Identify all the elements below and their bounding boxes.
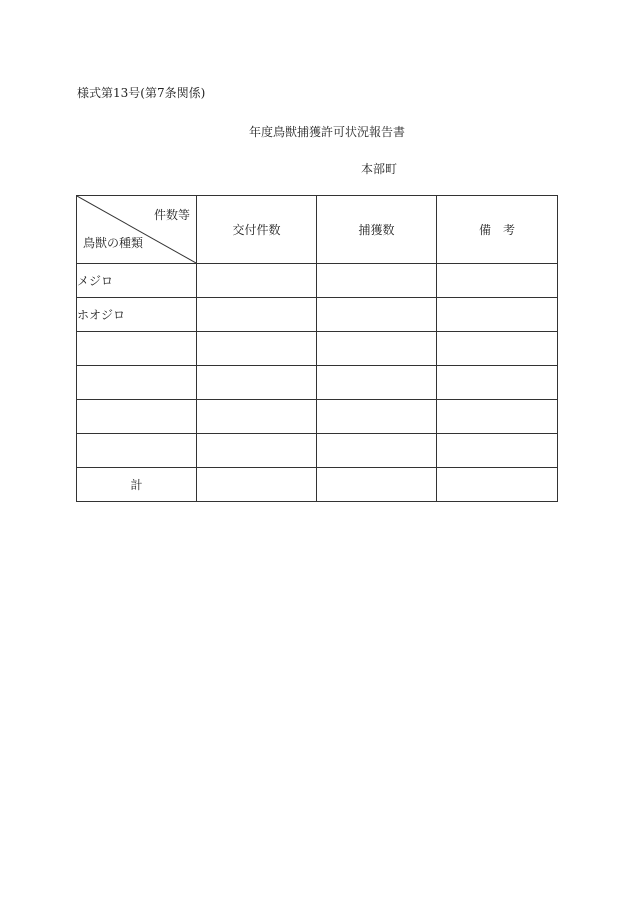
column-header-issued: 交付件数	[197, 196, 317, 264]
column-header-remarks: 備 考	[437, 196, 558, 264]
captured-cell	[317, 332, 437, 366]
table-row	[77, 298, 558, 332]
total-captured-cell	[317, 468, 437, 502]
remarks-cell	[437, 332, 558, 366]
remarks-cell	[437, 264, 558, 298]
table-row	[77, 366, 558, 400]
captured-cell	[317, 366, 437, 400]
report-table	[76, 195, 558, 502]
table-row	[77, 400, 558, 434]
total-row	[77, 468, 558, 502]
total-remarks-cell	[437, 468, 558, 502]
table-row	[77, 264, 558, 298]
total-label: 計	[77, 468, 197, 502]
issued-cell	[197, 366, 317, 400]
total-issued-cell	[197, 468, 317, 502]
issued-cell	[197, 264, 317, 298]
diagonal-header-cell	[77, 196, 197, 264]
remarks-cell	[437, 366, 558, 400]
document-title	[0, 123, 630, 140]
species-cell	[77, 434, 197, 468]
species-cell: メジロ	[77, 264, 197, 298]
form-number: 様式第13号(第7条関係)	[77, 86, 206, 100]
diagonal-header-bottom: 鳥獣の種類	[83, 236, 144, 250]
species-cell	[77, 366, 197, 400]
species-cell	[77, 400, 197, 434]
table-header-row	[77, 196, 558, 264]
captured-cell	[317, 264, 437, 298]
remarks-cell	[437, 434, 558, 468]
issuer-name: 本部町	[361, 162, 398, 176]
issued-cell	[197, 434, 317, 468]
captured-cell	[317, 434, 437, 468]
species-cell	[77, 332, 197, 366]
diagonal-header-top: 件数等	[153, 208, 190, 222]
species-cell: ホオジロ	[77, 298, 197, 332]
issued-cell	[197, 298, 317, 332]
captured-cell	[317, 400, 437, 434]
column-header-captured: 捕獲数	[317, 196, 437, 264]
remarks-cell	[437, 298, 558, 332]
table-row	[77, 332, 558, 366]
issued-cell	[197, 400, 317, 434]
captured-cell	[317, 298, 437, 332]
issued-cell	[197, 332, 317, 366]
remarks-cell	[437, 400, 558, 434]
table-row	[77, 434, 558, 468]
document-title-text: 年度鳥獣捕獲許可状況報告書	[248, 125, 405, 139]
